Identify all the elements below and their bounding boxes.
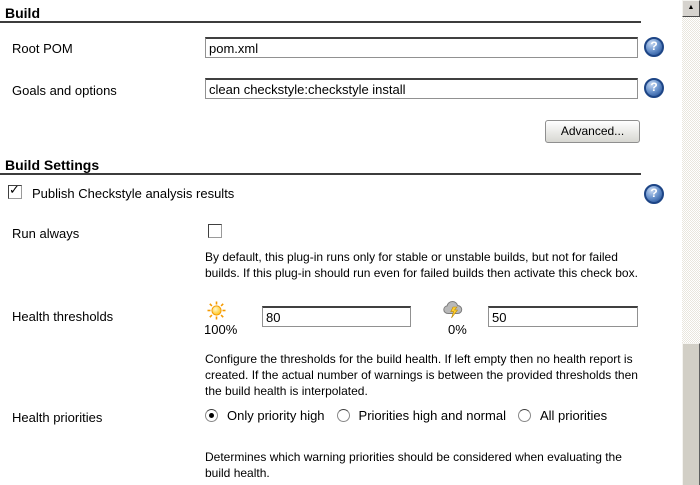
radio-button-icon[interactable] — [337, 409, 350, 422]
root-pom-input[interactable] — [205, 37, 638, 58]
storm-cloud-icon — [442, 299, 466, 320]
publish-checkstyle-checkbox[interactable] — [8, 182, 22, 199]
unhealthy-threshold-input[interactable] — [488, 306, 638, 327]
radio-option-priorities-high-and-normal[interactable] — [337, 408, 506, 423]
radio-option-label: Priorities high and normal — [358, 408, 506, 423]
health-thresholds-label: Health thresholds — [12, 309, 114, 324]
build-settings-section-rule — [0, 173, 641, 175]
root-pom-label: Root POM — [12, 41, 73, 56]
help-icon[interactable]: ? — [644, 37, 664, 57]
run-always-label: Run always — [12, 226, 80, 241]
healthy-percent-label: 100% — [204, 322, 238, 337]
health-thresholds-help-text: Configure the thresholds for the build health. If left empty then no health report is created. If the actual number of warnings is between the provided thresholds then the build health is interpolated. — [205, 352, 638, 398]
help-icon[interactable]: ? — [644, 184, 664, 204]
checkmark-icon: ✓ — [9, 182, 20, 197]
build-section-rule — [0, 21, 641, 23]
radio-button-icon[interactable] — [518, 409, 531, 422]
healthy-threshold-input[interactable] — [262, 306, 411, 327]
scrollbar-thumb[interactable] — [682, 343, 700, 485]
radio-button-icon[interactable] — [205, 409, 218, 422]
health-priorities-radio-group — [205, 406, 630, 425]
unhealthy-percent-label: 0% — [448, 322, 467, 337]
build-settings-section-title: Build Settings — [5, 157, 100, 173]
goals-input[interactable] — [205, 78, 638, 99]
radio-option-only-priority-high[interactable] — [205, 408, 325, 423]
run-always-checkbox[interactable] — [208, 224, 222, 238]
radio-option-label: Only priority high — [227, 408, 325, 423]
radio-option-all-priorities[interactable] — [518, 408, 607, 423]
radio-option-label: All priorities — [539, 408, 608, 423]
scrollbar-up-arrow-icon[interactable]: ▲ — [682, 0, 700, 17]
sun-icon — [207, 301, 226, 320]
run-always-help-text: By default, this plug-in runs only for stable or unstable builds, but not for failed builds. If this plug-in should run even for failed builds then activate this check box. — [205, 250, 638, 280]
health-priorities-label: Health priorities — [12, 410, 103, 425]
advanced-button[interactable]: Advanced... — [545, 120, 640, 143]
vertical-scrollbar[interactable] — [682, 0, 700, 485]
publish-checkstyle-label: Publish Checkstyle analysis results — [32, 186, 235, 201]
health-priorities-help-text: Determines which warning priorities should be considered when evaluating the build health. — [205, 450, 622, 480]
help-icon[interactable]: ? — [644, 78, 664, 98]
goals-label: Goals and options — [12, 83, 117, 98]
build-section-title: Build — [5, 5, 40, 21]
